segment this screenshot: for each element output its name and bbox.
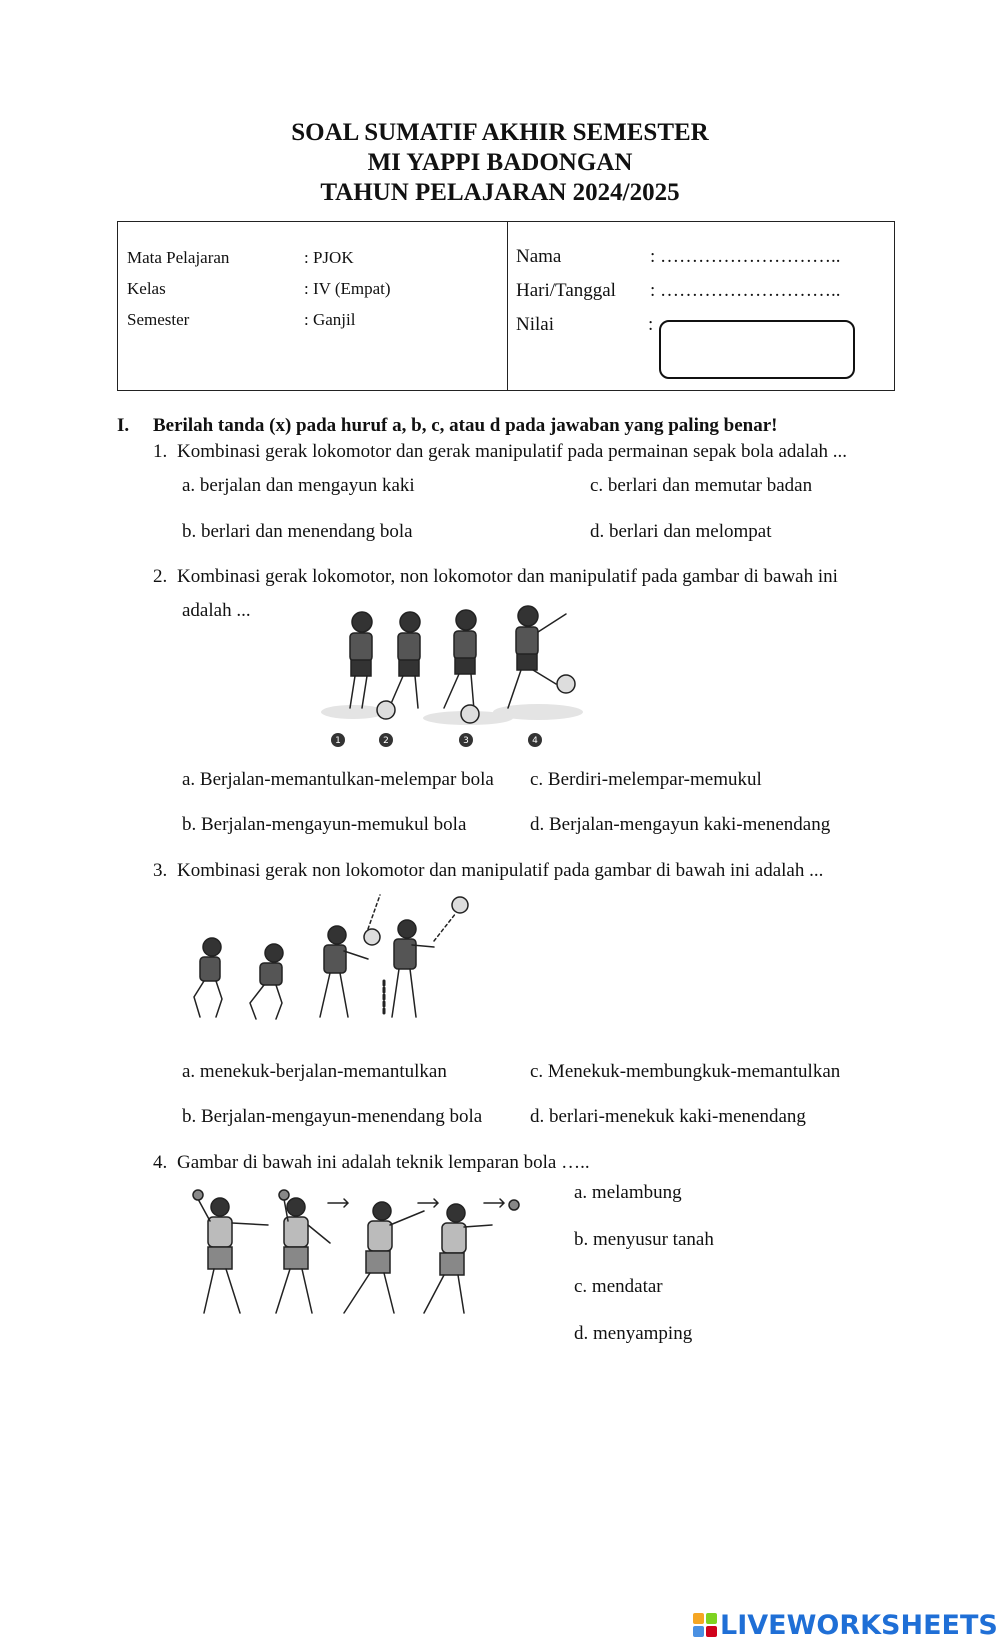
liveworksheets-logo-icon [693, 1613, 717, 1637]
q3-option-d[interactable]: d. berlari-menekuk kaki-menendang [530, 1106, 806, 1127]
q1-option-b[interactable]: b. berlari dan menendang bola [182, 521, 413, 542]
kelas-value: : IV (Empat) [304, 279, 391, 298]
step-label-1: 1 [335, 736, 341, 746]
q2-text: Kombinasi gerak lokomotor, non lokomotor dan manipulatif pada gambar di bawah ini [177, 566, 838, 587]
title-line-3: TAHUN PELAJARAN 2024/2025 [320, 179, 680, 206]
ball-throw-figure [188, 1185, 523, 1325]
volleyball-pass-figure [172, 885, 472, 1035]
q4-text: Gambar di bawah ini adalah teknik lemparan bola ….. [177, 1152, 590, 1173]
q4-option-a[interactable]: a. melambung [574, 1182, 682, 1203]
hari-field[interactable]: : ……………………….. [650, 280, 841, 301]
hari-label: Hari/Tanggal [516, 280, 616, 301]
q2-option-a[interactable]: a. Berjalan-memantulkan-melempar bola [182, 769, 494, 790]
nama-field[interactable]: : ……………………….. [650, 246, 841, 267]
mapel-label: Mata Pelajaran [127, 248, 230, 267]
step-label-4: 4 [532, 736, 538, 746]
q2-text-cont: adalah ... [182, 600, 251, 621]
semester-label: Semester [127, 310, 190, 329]
q4-option-d[interactable]: d. menyamping [574, 1323, 693, 1344]
title-line-1: SOAL SUMATIF AKHIR SEMESTER [291, 119, 709, 146]
nama-label: Nama [516, 246, 562, 267]
q2-option-b[interactable]: b. Berjalan-mengayun-memukul bola [182, 814, 467, 835]
q1-number: 1. [153, 441, 168, 462]
kelas-label: Kelas [127, 279, 166, 298]
info-divider [507, 222, 508, 390]
q3-option-c[interactable]: c. Menekuk-membungkuk-memantulkan [530, 1061, 841, 1082]
q1-option-c[interactable]: c. berlari dan memutar badan [590, 475, 813, 496]
title-line-2: MI YAPPI BADONGAN [367, 149, 633, 176]
q4-option-c[interactable]: c. mendatar [574, 1276, 663, 1297]
q4-number: 4. [153, 1152, 168, 1173]
q3-text: Kombinasi gerak non lokomotor dan manipulatif pada gambar di bawah ini adalah ... [177, 860, 824, 881]
liveworksheets-logo[interactable] [693, 1610, 998, 1640]
step-label-3: 3 [463, 736, 469, 746]
nilai-label: Nilai [516, 314, 554, 335]
section-instruction: Berilah tanda (x) pada huruf a, b, c, atau d pada jawaban yang paling benar! [153, 415, 778, 436]
q2-number: 2. [153, 566, 168, 587]
semester-value: : Ganjil [304, 310, 356, 329]
q2-option-c[interactable]: c. Berdiri-melempar-memukul [530, 769, 762, 790]
mapel-value: : PJOK [304, 248, 354, 267]
q4-option-b[interactable]: b. menyusur tanah [574, 1229, 714, 1250]
nilai-score-box[interactable] [659, 320, 855, 379]
step-label-2: 2 [383, 736, 389, 746]
q3-option-b[interactable]: b. Berjalan-mengayun-menendang bola [182, 1106, 483, 1127]
soccer-kick-figure [318, 600, 593, 750]
q3-option-a[interactable]: a. menekuk-berjalan-memantulkan [182, 1061, 447, 1082]
q1-text: Kombinasi gerak lokomotor dan gerak manipulatif pada permainan sepak bola adalah ... [177, 441, 848, 462]
section-number: I. [117, 415, 130, 436]
q2-option-d[interactable]: d. Berjalan-mengayun kaki-menendang [530, 814, 831, 835]
nilai-colon: : [648, 314, 654, 335]
q1-option-d[interactable]: d. berlari dan melompat [590, 521, 772, 542]
q3-number: 3. [153, 860, 168, 881]
liveworksheets-logo-text: LIVEWORKSHEETS [720, 1609, 998, 1641]
q1-option-a[interactable]: a. berjalan dan mengayun kaki [182, 475, 415, 496]
